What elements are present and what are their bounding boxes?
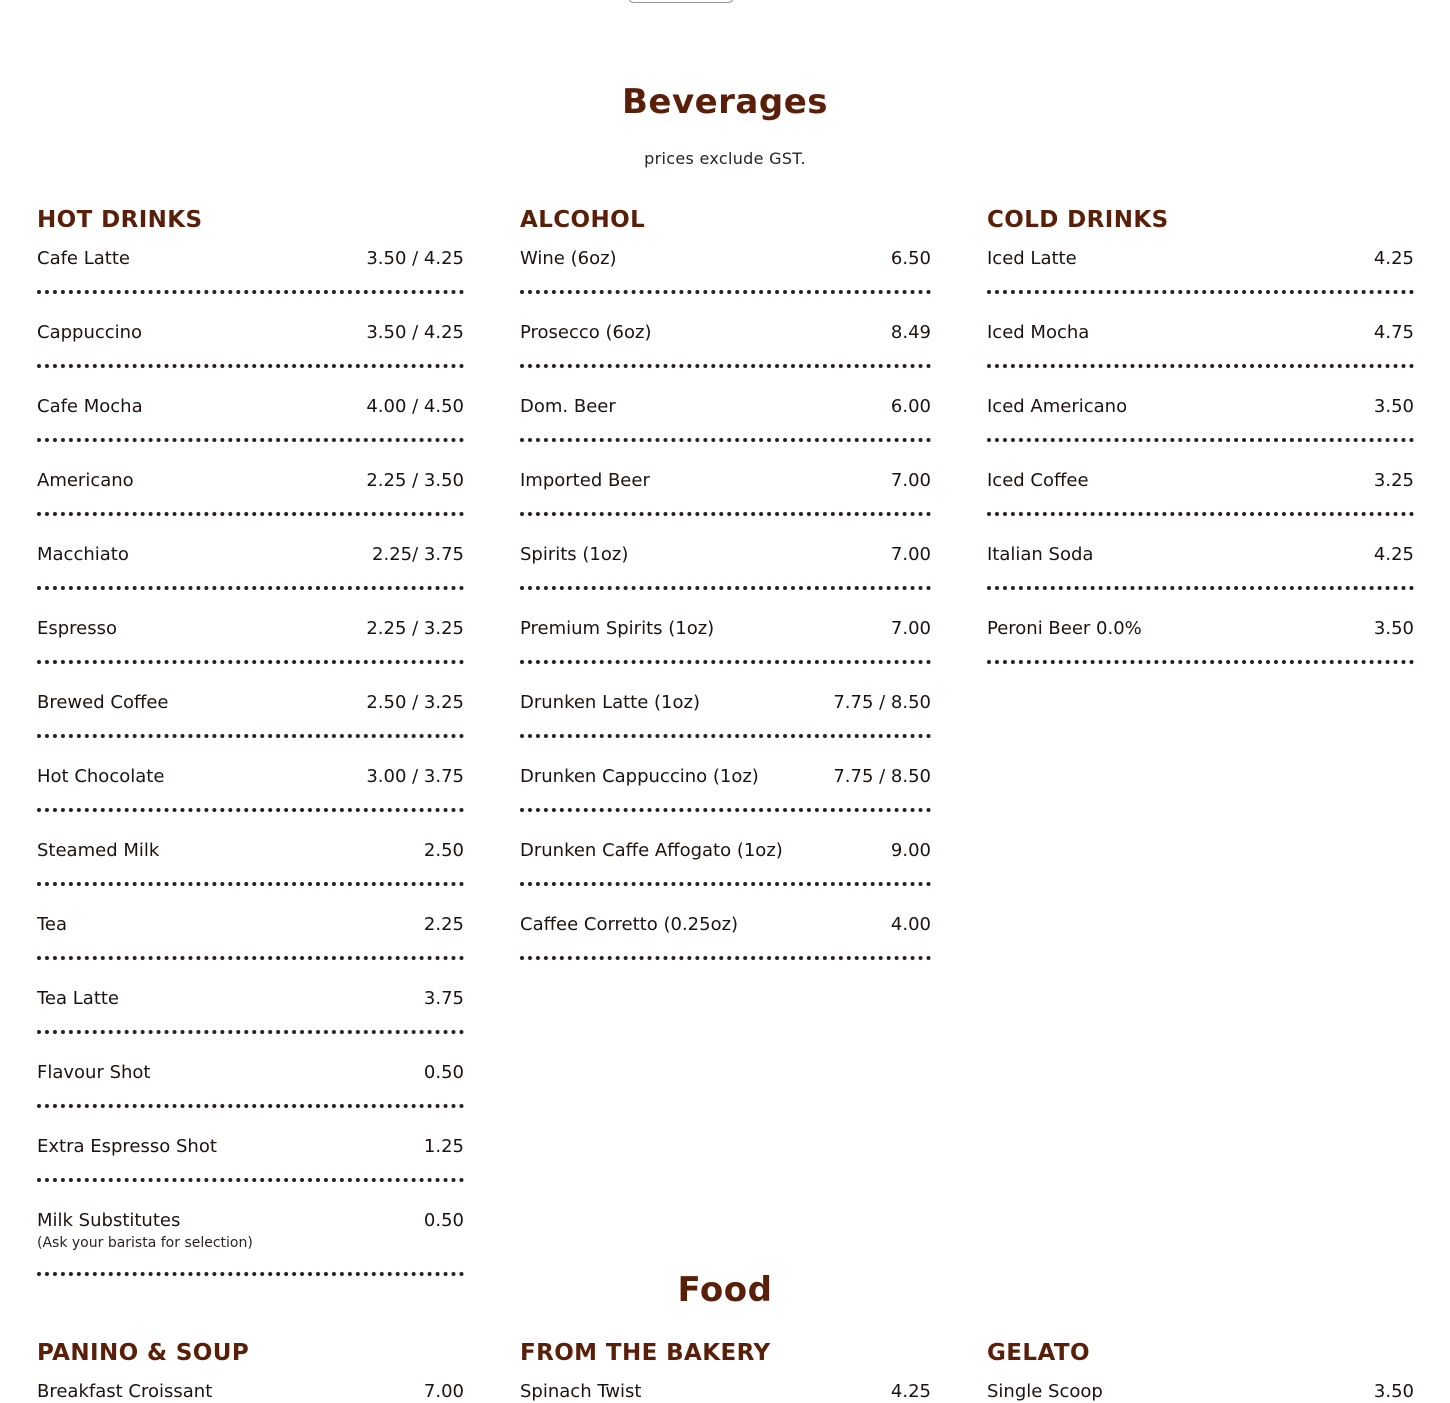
item-name: Cappuccino	[37, 322, 143, 343]
menu-item	[520, 834, 931, 886]
item-name: Spinach Twist	[520, 1381, 642, 1402]
item-name: Dom. Beer	[520, 396, 616, 417]
gst-note: prices exclude GST.	[644, 149, 806, 168]
item-price: 9.00	[890, 840, 931, 861]
item-price: 6.00	[890, 396, 931, 417]
item-name: Drunken Cappuccino (1oz)	[520, 766, 759, 787]
item-price: 4.25	[890, 1381, 931, 1402]
food-title: Food	[677, 1270, 773, 1310]
category-title: COLD DRINKS	[987, 207, 1169, 233]
hot-drinks-column	[37, 206, 464, 1298]
menu-item	[520, 316, 931, 368]
category-title: FROM THE BAKERY	[520, 1340, 771, 1366]
menu-item	[37, 538, 464, 590]
bakery-column	[520, 1339, 931, 1403]
item-name: Drunken Caffe Affogato (1oz)	[520, 840, 783, 861]
item-name: Premium Spirits (1oz)	[520, 618, 715, 639]
item-name: Milk Substitutes	[37, 1210, 181, 1231]
item-price: 3.50 / 4.25	[366, 322, 464, 343]
menu-item	[37, 316, 464, 368]
alcohol-column	[520, 206, 931, 982]
menu-item	[37, 390, 464, 442]
category-title: ALCOHOL	[520, 207, 646, 233]
menu-item	[37, 908, 464, 960]
beverages-title: Beverages	[621, 82, 829, 122]
item-name: Breakfast Croissant	[37, 1381, 213, 1402]
item-price: 7.75 / 8.50	[833, 692, 931, 713]
item-price: 2.25	[423, 914, 464, 935]
item-name: Iced Mocha	[987, 322, 1090, 343]
item-price: 4.25	[1373, 248, 1414, 269]
item-price: 2.25 / 3.25	[366, 618, 464, 639]
menu-item	[37, 834, 464, 886]
menu-item	[520, 908, 931, 960]
item-price: 0.50	[423, 1062, 464, 1083]
item-name: Cafe Latte	[37, 248, 130, 269]
item-name: Espresso	[37, 618, 118, 639]
menu-item	[37, 982, 464, 1034]
item-price: 8.49	[890, 322, 931, 343]
item-price: 4.00	[890, 914, 931, 935]
menu-item	[987, 538, 1414, 590]
item-price: 6.50	[890, 248, 931, 269]
menu-item	[987, 390, 1414, 442]
menu-item	[37, 242, 464, 294]
menu-item	[987, 1375, 1414, 1403]
item-name: Macchiato	[37, 544, 129, 565]
item-price: 3.25	[1373, 470, 1414, 491]
item-name: Tea	[37, 914, 68, 935]
item-price: 1.25	[423, 1136, 464, 1157]
item-price: 4.25	[1373, 544, 1414, 565]
gelato-column	[987, 1339, 1414, 1403]
item-price: 2.50	[423, 840, 464, 861]
menu-item	[37, 1056, 464, 1108]
menu-item	[37, 1130, 464, 1182]
item-price: 7.00	[890, 470, 931, 491]
item-name: Caffee Corretto (0.25oz)	[520, 914, 739, 935]
item-name: Cafe Mocha	[37, 396, 143, 417]
item-price: 0.50	[423, 1210, 464, 1231]
menu-item	[520, 612, 931, 664]
item-name: Iced Coffee	[987, 470, 1089, 491]
item-name: Brewed Coffee	[37, 692, 169, 713]
item-name: Flavour Shot	[37, 1062, 151, 1083]
menu-item	[520, 464, 931, 516]
category-title: GELATO	[987, 1340, 1090, 1366]
item-name: Peroni Beer 0.0%	[987, 618, 1142, 639]
item-name: Drunken Latte (1oz)	[520, 692, 700, 713]
menu-item	[520, 686, 931, 738]
menu-item	[987, 316, 1414, 368]
item-price: 3.50	[1373, 618, 1414, 639]
item-name: Tea Latte	[37, 988, 120, 1009]
item-price: 2.25/ 3.75	[372, 544, 464, 565]
item-price: 2.25 / 3.50	[366, 470, 464, 491]
item-name: Wine (6oz)	[520, 248, 617, 269]
menu-item	[37, 686, 464, 738]
menu-item	[37, 1375, 464, 1403]
item-name: Iced Latte	[987, 248, 1077, 269]
item-name: Single Scoop	[987, 1381, 1103, 1402]
menu-item	[520, 390, 931, 442]
item-price: 7.00	[423, 1381, 464, 1402]
menu-item	[37, 1204, 464, 1276]
item-price: 7.00	[890, 544, 931, 565]
item-name: Spirits (1oz)	[520, 544, 629, 565]
category-title: HOT DRINKS	[37, 207, 203, 233]
item-name: Extra Espresso Shot	[37, 1136, 217, 1157]
top-cutoff-fragment	[628, 0, 734, 3]
menu-item	[520, 760, 931, 812]
menu-item	[987, 242, 1414, 294]
item-price: 3.50	[1373, 1381, 1414, 1402]
item-name: Hot Chocolate	[37, 766, 165, 787]
item-price: 2.50 / 3.25	[366, 692, 464, 713]
item-price: 4.00 / 4.50	[366, 396, 464, 417]
menu-item	[520, 242, 931, 294]
category-title: PANINO & SOUP	[37, 1340, 250, 1366]
item-price: 4.75	[1373, 322, 1414, 343]
item-note: (Ask your barista for selection)	[37, 1235, 253, 1251]
item-name: Italian Soda	[987, 544, 1094, 565]
item-name: Iced Americano	[987, 396, 1128, 417]
item-price: 3.00 / 3.75	[366, 766, 464, 787]
item-price: 7.00	[890, 618, 931, 639]
menu-item	[987, 464, 1414, 516]
item-name: Imported Beer	[520, 470, 650, 491]
panino-soup-column	[37, 1339, 464, 1403]
item-name: Prosecco (6oz)	[520, 322, 652, 343]
menu-item	[37, 612, 464, 664]
menu-item	[987, 612, 1414, 664]
item-price: 3.50	[1373, 396, 1414, 417]
item-price: 3.75	[423, 988, 464, 1009]
menu-item	[520, 538, 931, 590]
menu-item	[520, 1375, 931, 1403]
item-price: 3.50 / 4.25	[366, 248, 464, 269]
item-price: 7.75 / 8.50	[833, 766, 931, 787]
menu-item	[37, 464, 464, 516]
item-name: Americano	[37, 470, 134, 491]
item-name: Steamed Milk	[37, 840, 160, 861]
cold-drinks-column	[987, 206, 1414, 686]
menu-item	[37, 760, 464, 812]
